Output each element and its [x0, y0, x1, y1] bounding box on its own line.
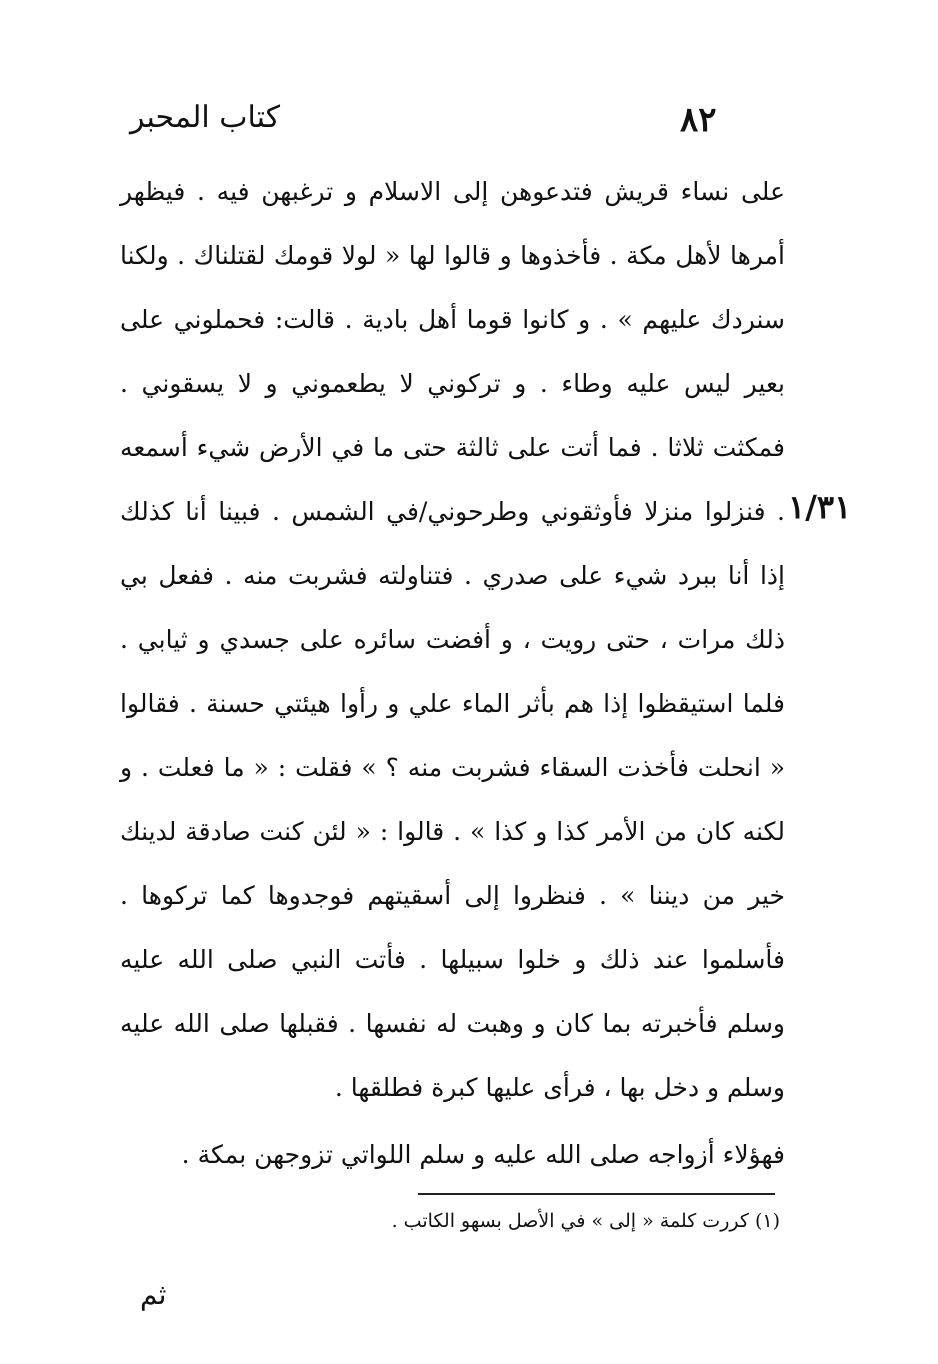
- closing-line: فهؤلاء أزواجه صلى الله عليه و سلم اللواتي تزوجهن بمكة .: [181, 1140, 785, 1169]
- page-header: [120, 100, 780, 150]
- margin-folio-note: ١/٣١: [788, 488, 852, 526]
- catchword: ثم: [140, 1278, 167, 1311]
- footnote-divider: [418, 1193, 775, 1195]
- main-text: [120, 160, 785, 1120]
- running-title: كتاب المحبر: [129, 100, 280, 135]
- body-paragraph: على نساء قريش فتدعوهن إلى الاسلام و ترغبهن فيه . فيظهر أمرها لأهل مكة . فأخذوها و قالوا لها « لولا قومك لقتلناك . ولكنا سنردك عليهم » . و كانوا قوما أهل بادية . قالت: فحملوني على بعير ليس عليه وطاء . و تركوني لا يطعموني و لا يسقوني . فمكثت ثلاثا . فما أتت على ثالثة حتى ما في الأرض شيء أسمعه . فنزلوا منزلا فأوثقوني وطرحوني/في الشمس . فبينا أنا كذلك إذا أنا ببرد شيء على صدري . فتناولته فشربت منه . ففعل بي ذلك مرات ، حتى رويت ، و أفضت سائره على جسدي و ثيابي . فلما استيقظوا إذا هم بأثر الماء علي و رأوا هيئتي حسنة . فقالوا « انحلت فأخذت السقاء فشربت منه ؟ » فقلت : « ما فعلت . و لكنه كان من الأمر كذا و كذا » . قالوا : « لئن كنت صادقة لدينك خير من ديننا » . فنظروا إلى أسقيتهم فوجدوها كما تركوها . فأسلموا عند ذلك و خلوا سبيلها . فأتت النبي صلى الله عليه وسلم فأخبرته بما كان و وهبت له نفسها . فقبلها صلى الله عليه وسلم و دخل بها ، فرأى عليها كبرة فطلقها .: [120, 177, 785, 1102]
- footnote: (١) كررت كلمة « إلى » في الأصل بسهو الكاتب .: [391, 1210, 780, 1232]
- page-number: ٨٢: [680, 100, 717, 140]
